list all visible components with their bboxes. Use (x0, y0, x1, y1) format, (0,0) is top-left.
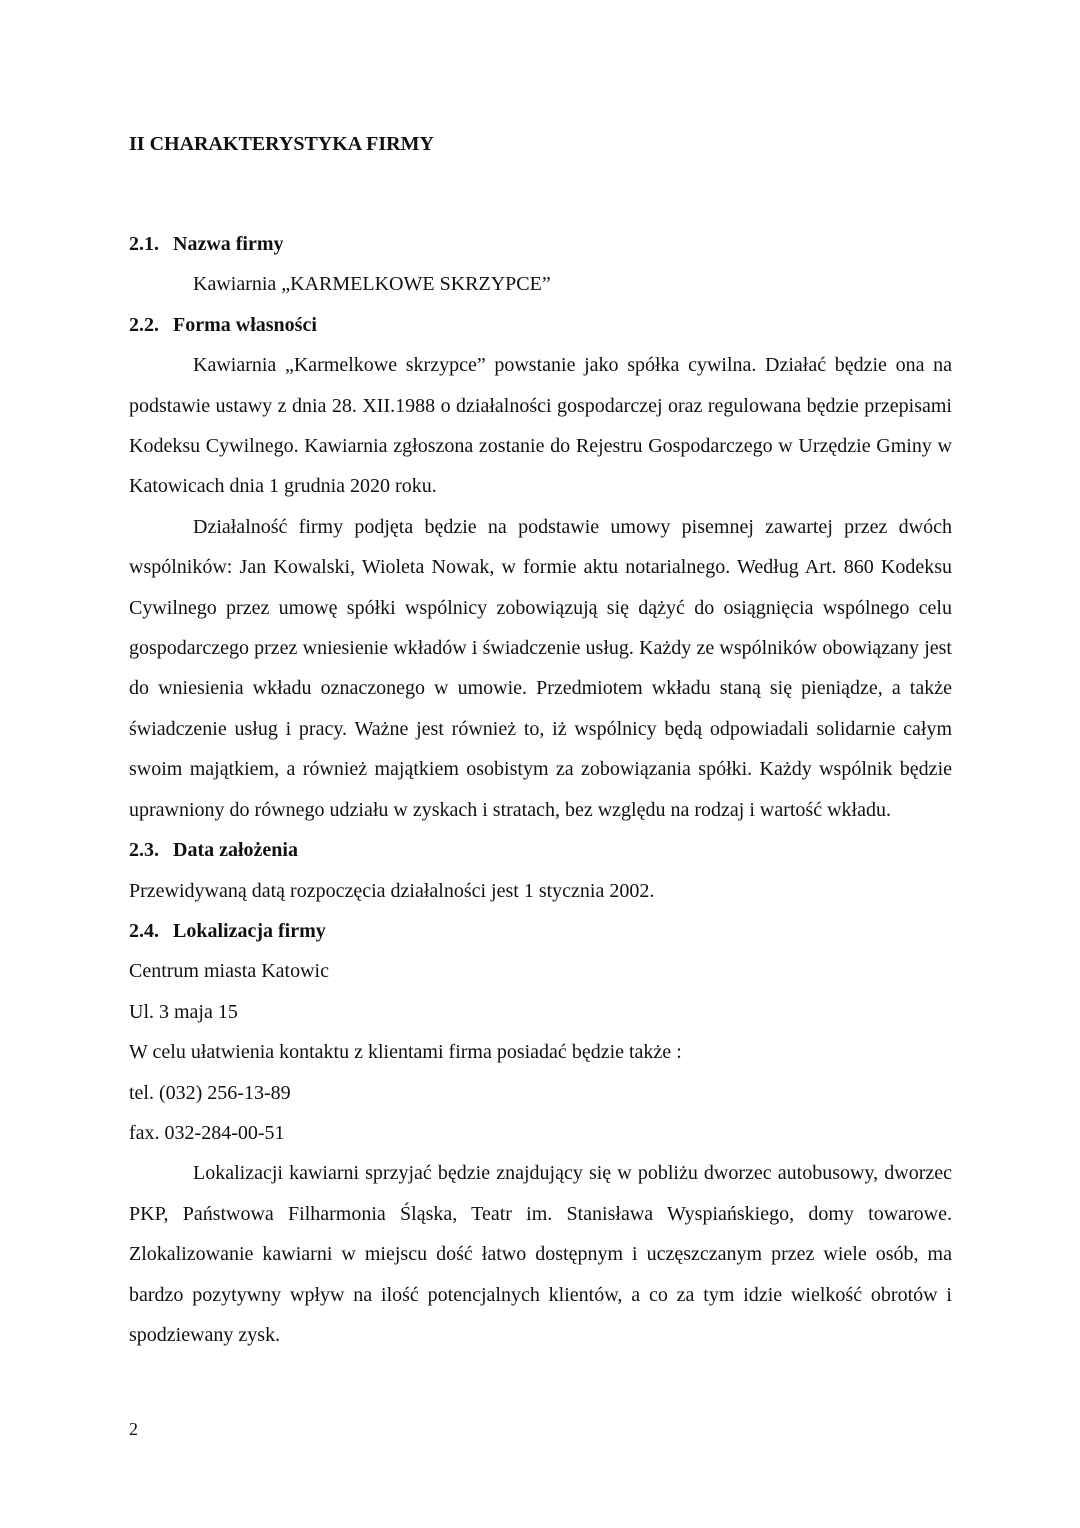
company-name-text: Kawiarnia „KARMELKOWE SKRZYPCE” (193, 273, 551, 296)
ownership-paragraph-2: Działalność firmy podjęta będzie na podstawie umowy pisemnej zawartej przez dwóch wspólników: Jan Kowalski, Wioleta Nowak, w formie aktu notarialnego. Według Art. 860 Kodeksu Cywilnego przez umowę spółki wspólnicy zobowiązują się dążyć do osiągnięcia wspólnego celu gospodarczego przez wniesienie wkładów i świadczenie usług. Każdy ze wspólników obowiązany jest do wniesienia wkładu oznaczonego w umowie. Przedmiotem wkładu staną się pieniądze, a także świadczenie usług i pracy. Ważne jest również to, iż wspólnicy będą odpowiadali solidarnie całym swoim majątkiem, a również majątkiem osobistym za zobowiązania spółki. Każdy wspólnik będzie uprawniony do równego udziału w zyskach i stratach, bez względu na rodzaj i wartość wkładu. (129, 515, 952, 821)
section-number: 2.2. (129, 313, 159, 336)
location-street: Ul. 3 maja 15 (129, 1000, 238, 1023)
chapter-title: II CHARAKTERYSTYKA FIRMY (129, 133, 434, 155)
page-number: 2 (129, 1419, 138, 1439)
section-heading-name (129, 224, 952, 264)
founding-date-text: Przewidywaną datą rozpoczęcia działalności jest 1 stycznia 2002. (129, 879, 655, 902)
section-title: Data założenia (173, 839, 298, 862)
location-paragraph: Lokalizacji kawiarni sprzyjać będzie znajdujący się w pobliżu dworzec autobusowy, dworzec PKP, Państwowa Filharmonia Śląska, Teatr im. Stanisława Wyspiańskiego, domy towarowe. Zlokalizowanie kawiarni w miejscu dość łatwo dostępnym i uczęszczanym przez wiele osób, ma bardzo pozytywny wpływ na ilość potencjalnych klientów, a co za tym idzie wielkość obrotów i spodziewany zysk. (129, 1162, 952, 1346)
document-page (129, 130, 952, 1355)
section-title: Forma własności (173, 313, 317, 336)
section-heading-location (129, 911, 952, 951)
fax-number: fax. 032-284-00-51 (129, 1121, 285, 1144)
contact-intro: W celu ułatwienia kontaktu z klientami firma posiadać będzie także : (129, 1041, 682, 1064)
location-city: Centrum miasta Katowic (129, 960, 329, 983)
section-title: Lokalizacja firmy (173, 919, 326, 942)
phone-number: tel. (032) 256-13-89 (129, 1081, 291, 1104)
section-heading-date (129, 830, 952, 870)
section-heading-ownership (129, 305, 952, 345)
section-number: 2.1. (129, 233, 159, 255)
ownership-paragraph-1: Kawiarnia „Karmelkowe skrzypce” powstanie jako spółka cywilna. Działać będzie ona na podstawie ustawy z dnia 28. XII.1988 o działalności gospodarczej oraz regulowana będzie przepisami Kodeksu Cywilnego. Kawiarnia zgłoszona zostanie do Rejestru Gospodarczego w Urzędzie Gminy w Katowicach dnia 1 grudnia 2020 roku. (129, 354, 952, 498)
section-title: Nazwa firmy (173, 233, 284, 255)
section-number: 2.4. (129, 919, 159, 942)
section-number: 2.3. (129, 839, 159, 862)
